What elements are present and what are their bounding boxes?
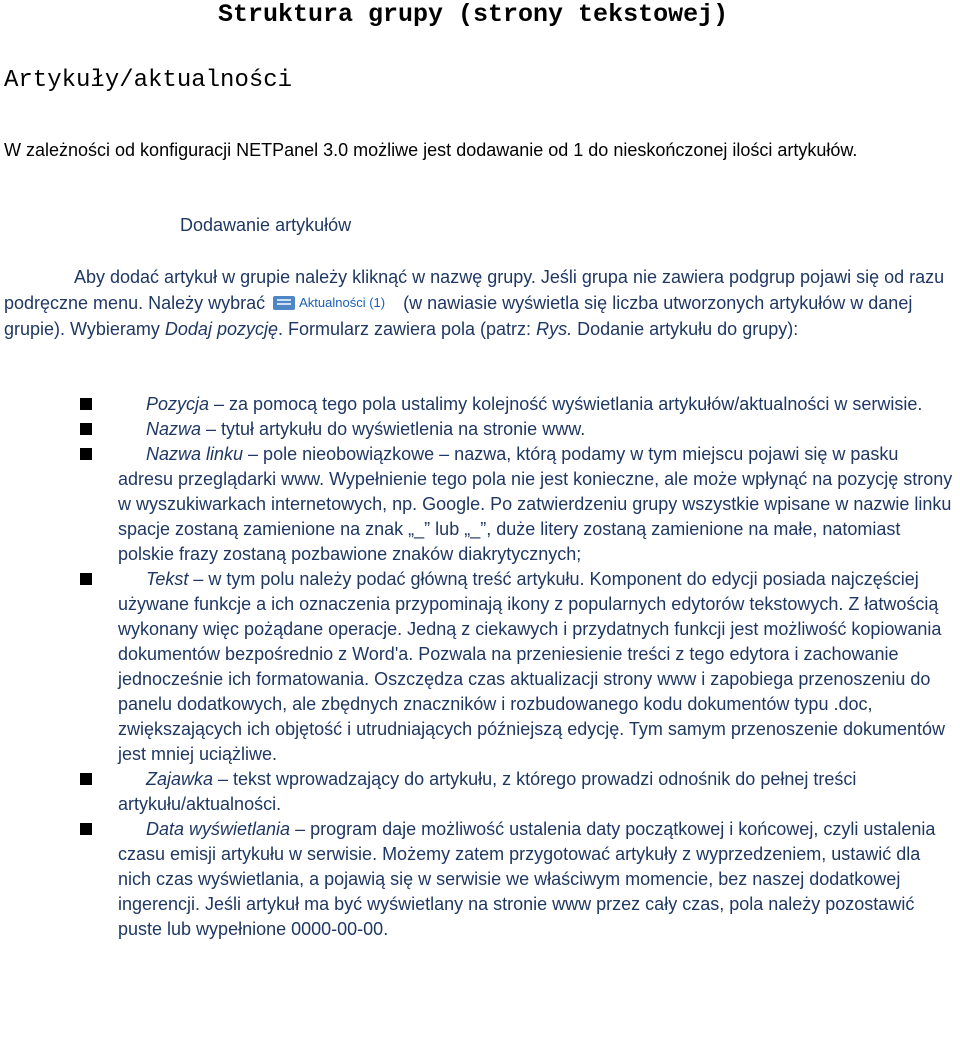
- item-term: Pozycja: [146, 394, 210, 414]
- item-term: Data wyświetlania: [146, 819, 291, 839]
- page-title: Struktura grupy (strony tekstowej): [218, 0, 729, 29]
- list-item: [80, 442, 956, 567]
- list-icon: [273, 296, 295, 310]
- section-heading: Artykuły/aktualności: [4, 67, 293, 94]
- square-bullet-icon: [80, 773, 92, 785]
- item-term: Nazwa: [146, 419, 202, 439]
- item-term: Tekst: [146, 569, 189, 589]
- instructions-paragraph: [4, 264, 956, 342]
- para-italic-2: Rys.: [536, 319, 573, 339]
- item-term: Nazwa linku: [146, 444, 244, 464]
- para-text-5: ):: [787, 319, 799, 339]
- list-item: [80, 392, 956, 417]
- list-item: [80, 567, 956, 767]
- list-item: [80, 767, 956, 817]
- intro-paragraph: W zależności od konfiguracji NETPanel 3.0 możliwe jest dodawanie od 1 do nieskończonej ilości artykułów.: [4, 140, 858, 160]
- item-text: – tekst wprowadzający do artykułu, z którego prowadzi odnośnik do pełnej treści artykułu/aktualności.: [118, 769, 857, 814]
- list-item: [80, 417, 956, 442]
- aktualnosci-label: Aktualności (1): [299, 295, 386, 310]
- item-term: Zajawka: [146, 769, 214, 789]
- para-text-2: (w nawiasie wyświetla się liczba utworzonych artykułów w danej grupie). Wybieramy: [4, 293, 913, 339]
- para-italic-1: Dodaj pozycję: [164, 319, 278, 339]
- para-text-4: Dodanie artykułu do grupy: [577, 319, 788, 339]
- item-text: – tytuł artykułu do wyświetlenia na stronie www.: [201, 419, 586, 439]
- subheading: Dodawanie artykułów: [180, 215, 352, 235]
- square-bullet-icon: [80, 823, 92, 835]
- item-text: – w tym polu należy podać główną treść artykułu. Komponent do edycji posiada najczęściej używane funkcje a ich oznaczenia przypominają ikony z popularnych edytorów tekstowych. Z łatwością wykonany więc pożądane operacje. Jedną z ciekawych i przydatnych funkcji jest możliwość kopiowania dokumentów bezpośrednio z Word'a. Pozwala na przeniesienie treści z tego edytora i zachowanie jednocześnie ich formatowania. Oszczędza czas aktualizacji strony www i zapobiega przenoszeniu do panelu dodatkowych, ale zbędnych znaczników i rozbudowanego kodu dokumentów typu .doc, zwiększających ich objętość i utrudniających późniejszą edycję. Tym samym przenoszenie dokumentów jest mniej uciążliwe.: [118, 569, 946, 764]
- aktualnosci-menu-item: [273, 294, 397, 312]
- square-bullet-icon: [80, 448, 92, 460]
- square-bullet-icon: [80, 573, 92, 585]
- square-bullet-icon: [80, 398, 92, 410]
- list-item: [80, 817, 956, 942]
- item-text: – za pomocą tego pola ustalimy kolejność wyświetlania artykułów/aktualności w serwisie.: [209, 394, 923, 414]
- para-text-1: Aby dodać artykuł w grupie należy kliknąć w nazwę grupy. Jeśli grupa nie zawiera podgrup pojawi się od razu podręczne menu. Należy wybrać: [4, 267, 945, 313]
- square-bullet-icon: [80, 423, 92, 435]
- item-text: – program daje możliwość ustalenia daty początkowej i końcowej, czyli ustalenia czasu emisji artykułu w serwisie. Możemy zatem przygotować artykuły z wyprzedzeniem, ustawić dla nich czas wyświetlania, a pojawią się w serwisie we właściwym momencie, bez naszej dodatkowej ingerencji. Jeśli artykuł ma być wyświetlany na stronie www przez cały czas, pola należy pozostawić puste lub wypełnione 0000-00-00.: [118, 819, 936, 939]
- field-list: [80, 392, 956, 942]
- para-text-3: . Formularz zawiera pola (patrz:: [277, 319, 532, 339]
- item-text: – pole nieobowiązkowe – nazwa, którą podamy w tym miejscu pojawi się w pasku adresu przeglądarki www. Wypełnienie tego pola nie jest konieczne, ale może wpłynąć na pozycję strony w wyszukiwarkach internetowych, np. Google. Po zatwierdzeniu grupy wszystkie wpisane w nazwie linku spacje zostaną zamienione na znak „_” lub „_”, duże litery zostaną zamienione na małe, natomiast polskie frazy zostaną pozbawione znaków diakrytycznych;: [118, 444, 953, 564]
